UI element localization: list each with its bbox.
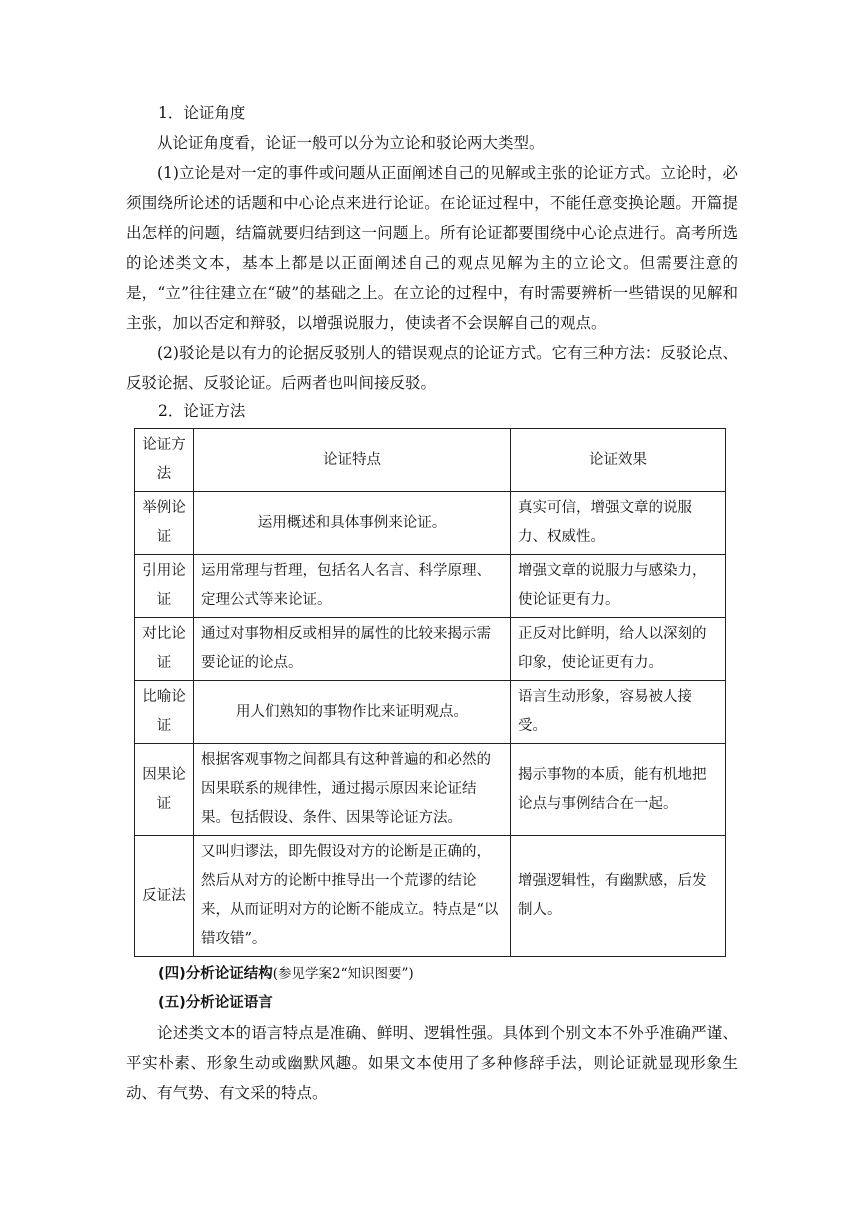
method-cell: 比喻论证 [135, 681, 194, 744]
effect-cell: 正反对比鲜明，给人以深刻的印象，使论证更有力。 [511, 618, 726, 681]
effect-cell: 真实可信，增强文章的说服力、权威性。 [511, 492, 726, 555]
feature-cell: 又叫归谬法，即先假设对方的论断是正确的，然后从对方的论断中推导出一个荒谬的结论来，从而证明对方的论断不能成立。特点是“以错攻错”。 [194, 836, 511, 957]
section1-heading: 1．论证角度 [158, 104, 246, 122]
method-cell: 对比论证 [135, 618, 194, 681]
effect-cell: 增强逻辑性，有幽默感，后发制人。 [511, 836, 726, 957]
section4-heading: (四)分析论证结构 [158, 966, 273, 982]
section1-para1: (1)立论是对一定的事件或问题从正面阐述自己的见解或主张的论证方式。立论时，必须围绕所论述的话题和中心论点来进行论证。在论证过程中，不能任意变换论题。开篇提出怎样的问题，结篇就要归结到这一问题上。所有论证都要围绕中心论点进行。高考所选的论述类文本，基本上都是以正面阐述自己的观点见解为主的立论文。但需要注意的是，“立”往往建立在“破”的基础之上。在立论的过程中，有时需要辨析一些错误的见解和主张，加以否定和辩驳，以增强说服力，使读者不会误解自己的观点。 [126, 164, 738, 332]
table-row [135, 618, 726, 681]
section4-note: (参见学案2“知识图要”) [272, 966, 414, 982]
section4-line [158, 958, 414, 989]
feature-cell: 运用概述和具体事例来论证。 [194, 492, 511, 555]
section5-heading: (五)分析论证语言 [158, 995, 273, 1011]
table-header-cell: 论证效果 [511, 429, 726, 492]
method-cell: 因果论证 [135, 744, 194, 836]
method-cell: 反证法 [135, 836, 194, 957]
table-row [135, 836, 726, 957]
effect-cell: 增强文章的说服力与感染力，使论证更有力。 [511, 555, 726, 618]
section2-heading: 2．论证方法 [158, 402, 246, 420]
table-header-row [135, 429, 726, 492]
argument-methods-table [134, 428, 726, 957]
table-row [135, 555, 726, 618]
section1-intro: 从论证角度看，论证一般可以分为立论和驳论两大类型。 [157, 134, 545, 152]
feature-cell: 根据客观事物之间都具有这种普遍的和必然的因果联系的规律性，通过揭示原因来论证结果。包括假设、条件、因果等论证方法。 [194, 744, 511, 836]
table-header-cell: 论证方法 [135, 429, 194, 492]
table-row [135, 744, 726, 836]
method-cell: 引用论证 [135, 555, 194, 618]
feature-cell: 通过对事物相反或相异的属性的比较来揭示需要论证的论点。 [194, 618, 511, 681]
table-row [135, 492, 726, 555]
effect-cell: 揭示事物的本质，能有机地把论点与事例结合在一起。 [511, 744, 726, 836]
effect-cell: 语言生动形象，容易被人接受。 [511, 681, 726, 744]
feature-cell: 用人们熟知的事物作比来证明观点。 [194, 681, 511, 744]
table-header-cell: 论证特点 [194, 429, 511, 492]
table-row [135, 681, 726, 744]
method-cell: 举例论证 [135, 492, 194, 555]
feature-cell: 运用常理与哲理，包括名人名言、科学原理、定理公式等来论证。 [194, 555, 511, 618]
section5-para: 论述类文本的语言特点是准确、鲜明、逻辑性强。具体到个别文本不外乎准确严谨、平实朴素、形象生动或幽默风趣。如果文本使用了多种修辞手法，则论证就显现形象生动、有气势、有文采的特点。 [126, 1024, 738, 1102]
section1-para2: (2)驳论是以有力的论据反驳别人的错误观点的论证方式。它有三种方法：反驳论点、反驳论据、反驳论证。后两者也叫间接反驳。 [126, 344, 738, 392]
